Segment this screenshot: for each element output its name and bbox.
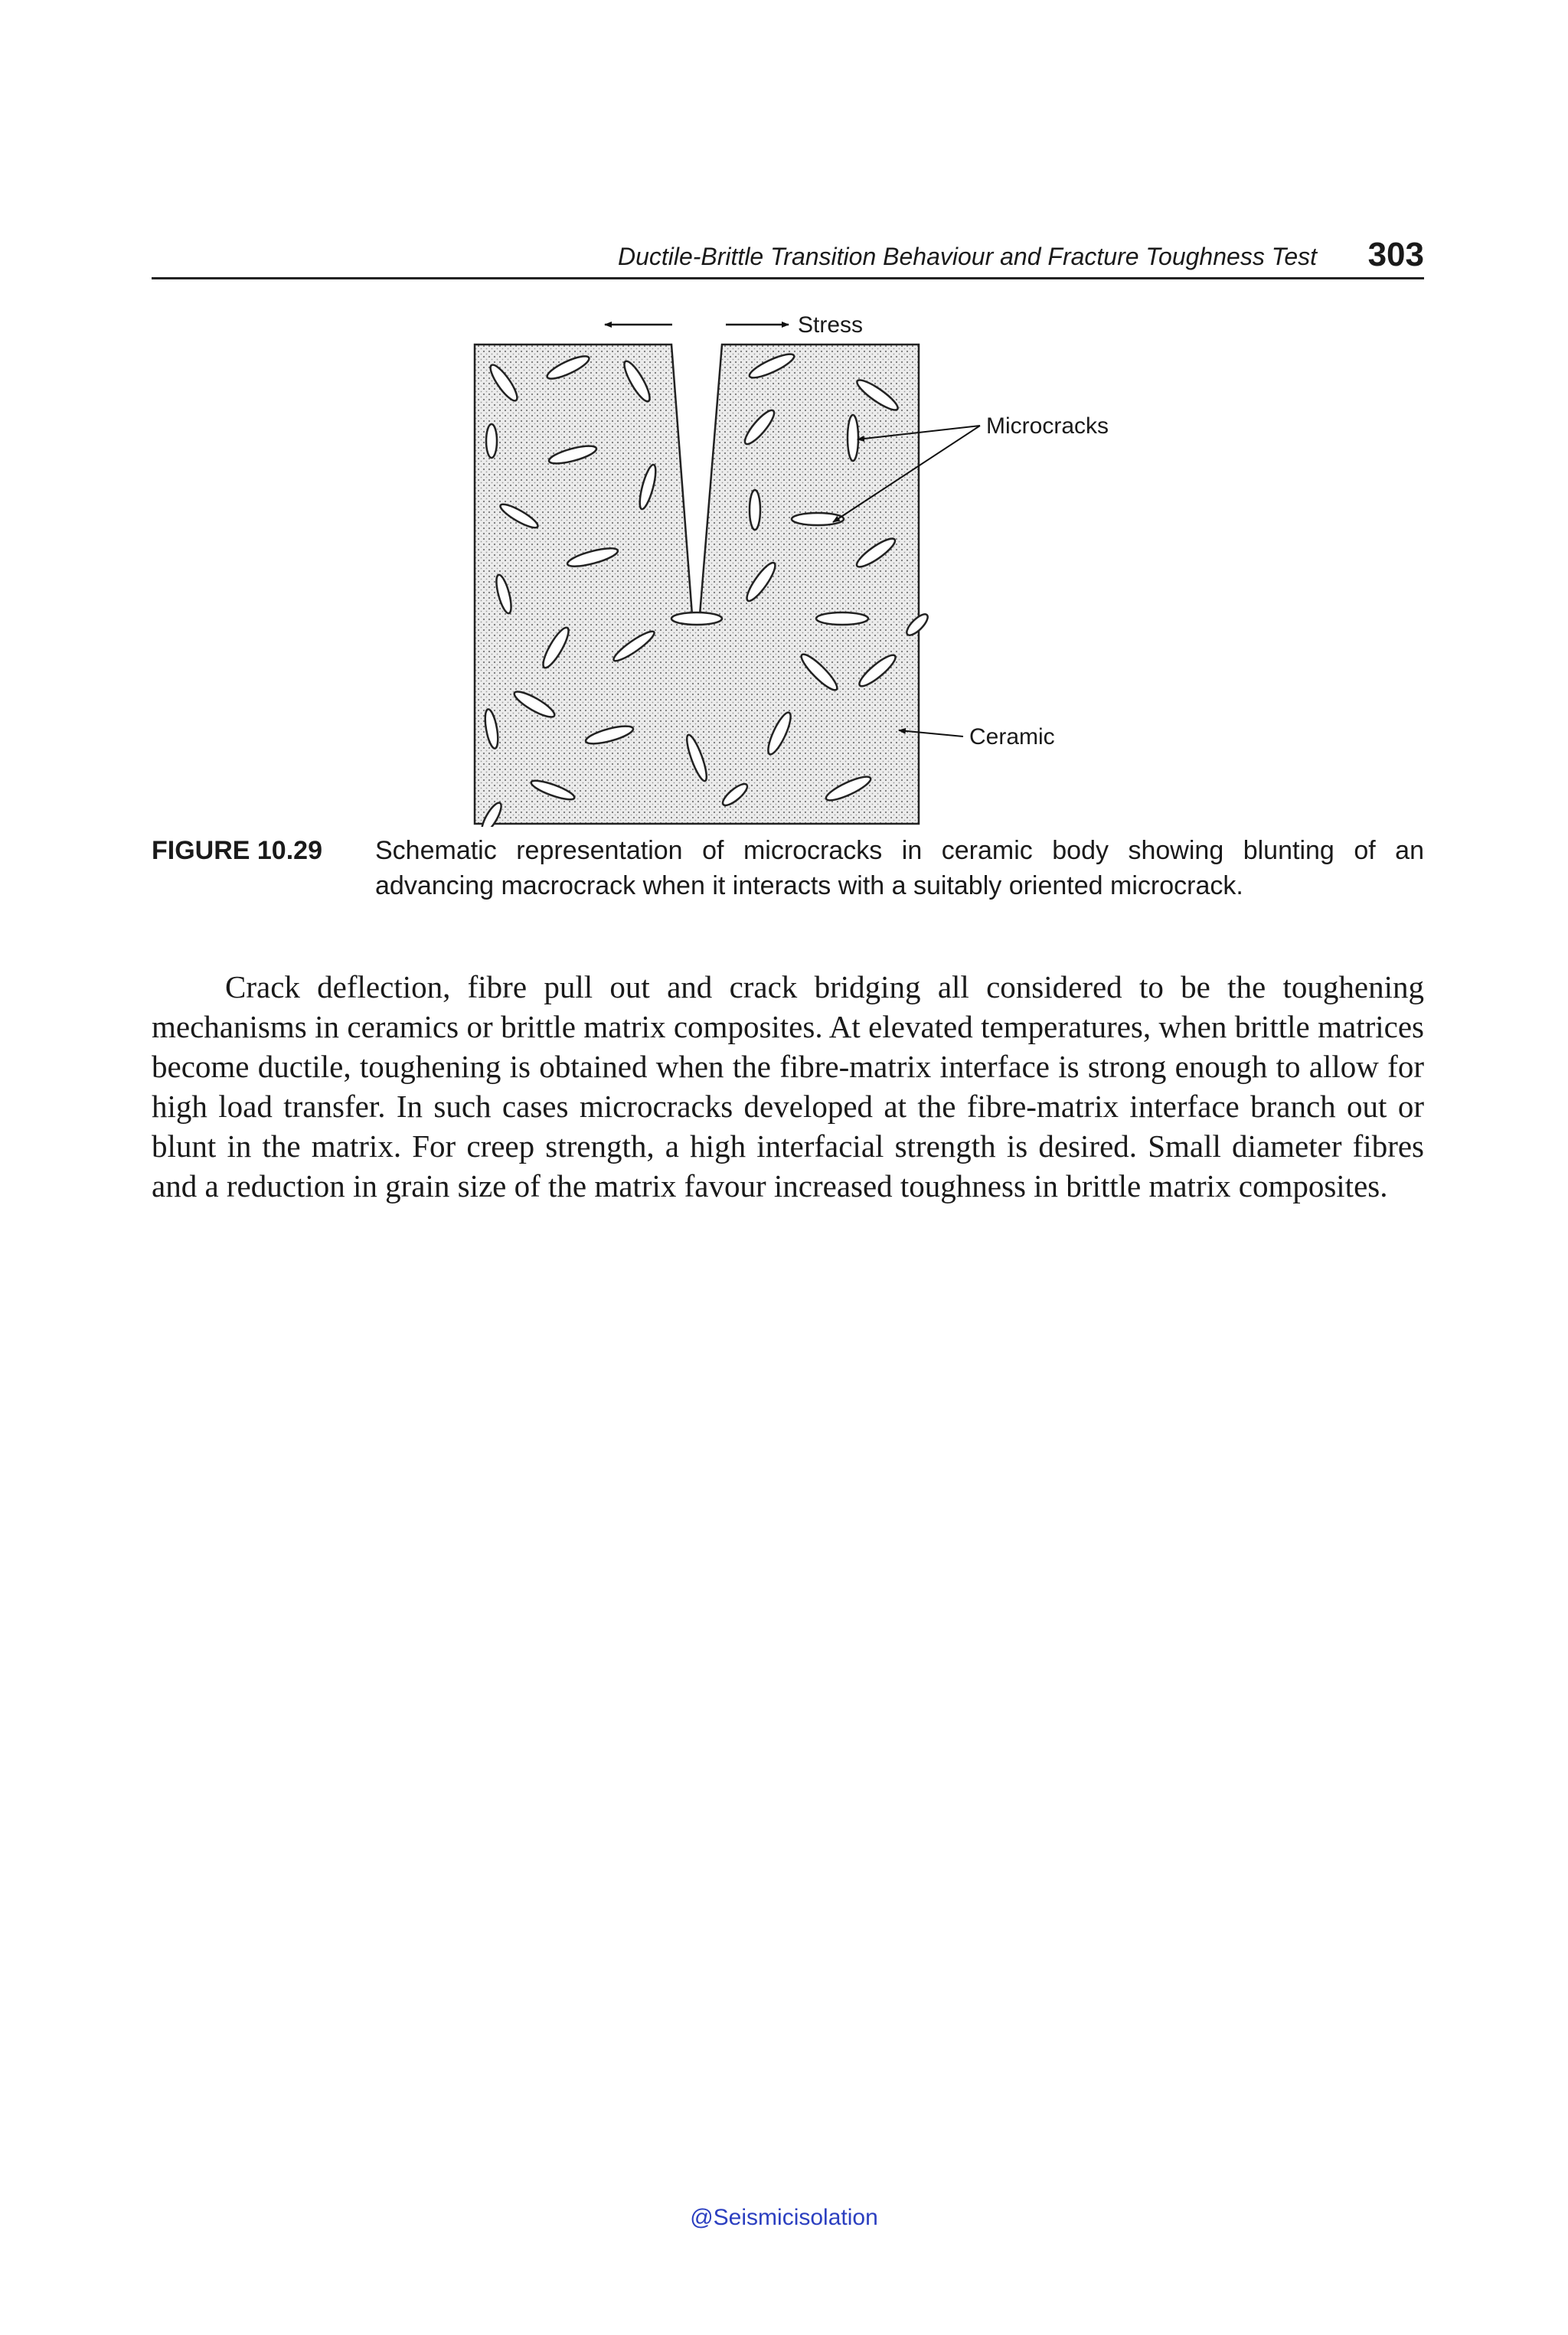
- microcrack: [486, 424, 497, 458]
- microcrack: [750, 490, 760, 530]
- stress-label: Stress: [798, 312, 864, 338]
- body-paragraph: Crack deflection, fibre pull out and crack bridging all considered to be the toughening mechanisms in ceramics or brittle matrix composites. At elevated temperatures, when brittle matrices become ductile, toughening is obtained when the fibre-matrix interface is strong enough to allow for high load transfer. In such cases microcracks developed at the fibre-matrix interface branch out or blunt in the matrix. For creep strength, a high interfacial strength is desired. Small diameter fibres and a reduction in grain size of the matrix favour increased toughness in brittle matrix composites.: [152, 969, 1424, 1203]
- figure-number: FIGURE 10.29: [152, 836, 322, 865]
- blunting-microcrack: [671, 612, 722, 625]
- microcrack: [848, 415, 858, 461]
- microcrack: [792, 513, 844, 525]
- page-number: 303: [1367, 236, 1424, 273]
- watermark: @Seismicisolation: [690, 2205, 878, 2230]
- figure-schematic: [429, 291, 1118, 827]
- ceramic-label: Ceramic: [969, 724, 1055, 749]
- caption-text: Schematic representation of microcracks in ceramic body showing blunting of an advancing macrocrack when it interacts with a suitably oriented microcrack.: [375, 836, 1424, 900]
- figure-microcracks: [429, 291, 1118, 827]
- running-header: [152, 228, 1424, 279]
- microcracks-label: Microcracks: [986, 413, 1109, 439]
- running-title: Ductile-Brittle Transition Behaviour and Fracture Toughness Test: [617, 243, 1317, 270]
- figure-caption: [152, 833, 1424, 903]
- microcrack: [816, 612, 868, 625]
